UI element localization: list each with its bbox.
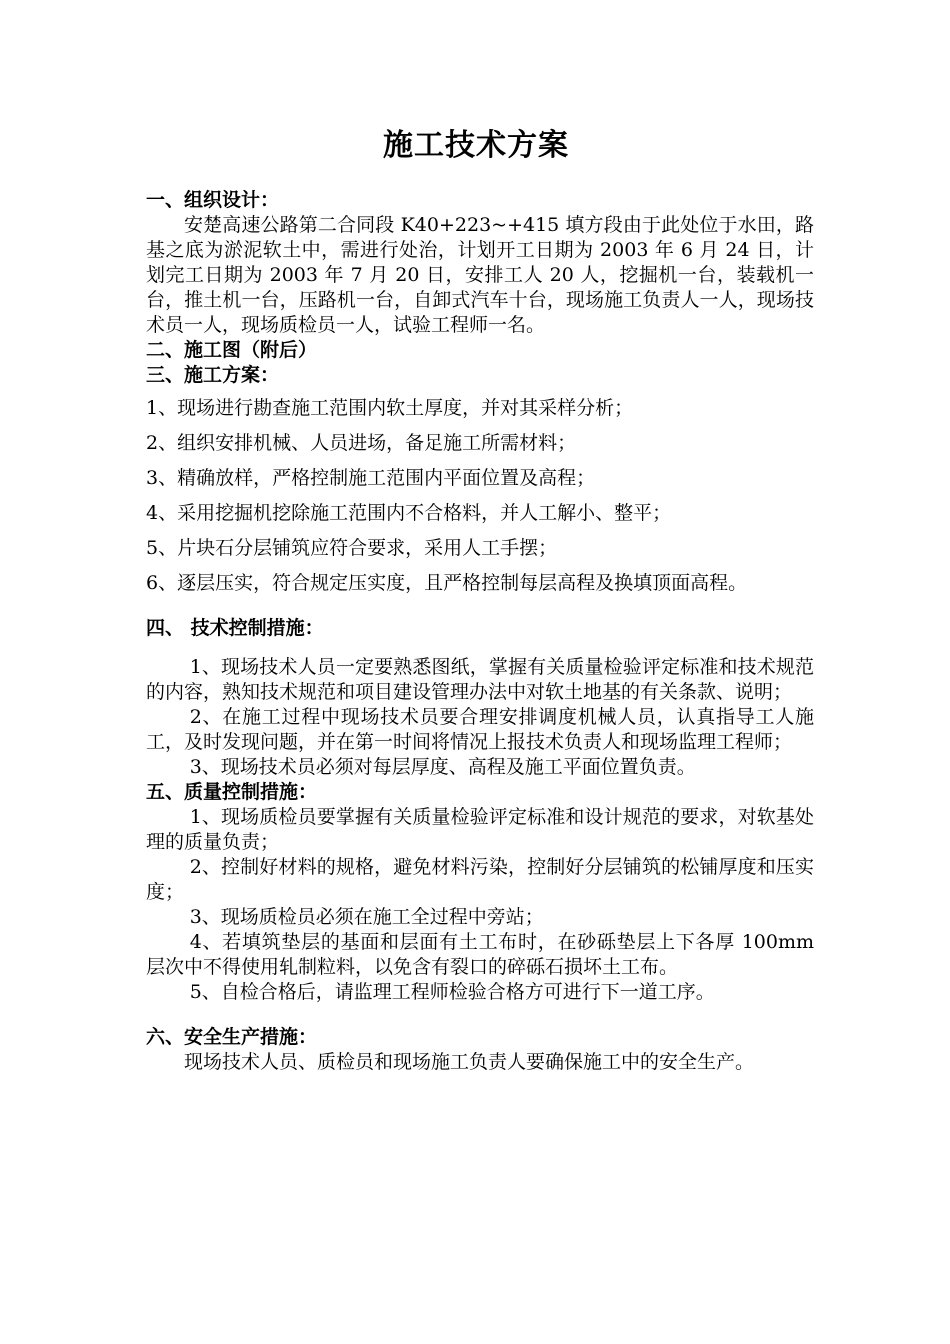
document-title: 施工技术方案 — [383, 128, 569, 163]
safety-paragraph: 现场技术人员、质检员和现场施工负责人要确保施工中的安全生产。 — [184, 1051, 755, 1073]
section-heading-quality: 五、质量控制措施： — [146, 781, 318, 803]
quality-item: 2、控制好材料的规格，避免材料污染，控制好分层铺筑的松铺厚度和压实度； — [146, 856, 814, 903]
plan-step: 6、逐层压实，符合规定压实度，且严格控制每层高程及换填顶面高程。 — [146, 572, 748, 594]
tech-item: 1、现场技术人员一定要熟悉图纸，掌握有关质量检验评定标准和技术规范的内容，熟知技术规范和项目建设管理办法中对软土地基的有关条款、说明； — [146, 656, 814, 703]
quality-item: 5、自检合格后，请监理工程师检验合格方可进行下一道工序。 — [189, 981, 715, 1003]
tech-item: 2、在施工过程中现场技术员要合理安排调度机械人员，认真指导工人施工，及时发现问题，并在第一时间将情况上报技术负责人和现场监理工程师； — [146, 706, 814, 753]
quality-item: 1、现场质检员要掌握有关质量检验评定标准和设计规范的要求，对软基处理的质量负责； — [146, 806, 814, 853]
quality-item: 4、若填筑垫层的基面和层面有土工布时，在砂砾垫层上下各厚 100mm 层次中不得使用轧制粒料，以免含有裂口的碎砾石损坏土工布。 — [146, 931, 814, 978]
section-heading-org: 一、组织设计： — [146, 189, 280, 211]
plan-step: 3、精确放样，严格控制施工范围内平面位置及高程； — [146, 467, 596, 489]
section-heading-drawing: 二、施工图（附后） — [146, 339, 318, 361]
section-heading-plan: 三、施工方案： — [146, 364, 280, 386]
plan-step: 4、采用挖掘机挖除施工范围内不合格料，并人工解小、整平； — [146, 502, 672, 524]
plan-step: 5、片块石分层铺筑应符合要求，采用人工手摆； — [146, 537, 558, 559]
section-heading-safety: 六、安全生产措施： — [146, 1026, 318, 1048]
tech-item: 3、现场技术员必须对每层厚度、高程及施工平面位置负责。 — [189, 756, 696, 778]
quality-item: 3、现场质检员必须在施工全过程中旁站； — [189, 906, 544, 928]
document-body — [146, 188, 814, 1075]
plan-step: 2、组织安排机械、人员进场，备足施工所需材料； — [146, 432, 577, 454]
org-paragraph: 安楚高速公路第二合同段 K40+223~+415 填方段由于此处位于水田，路基之底为淤泥软土中，需进行处治，计划开工日期为 2003 年 6 月 24 日，计划完工日期为 2003 年 7 月 20 日，安排工人 20 人，挖掘机一台，装载机一台，推土机一台，压路机一台，自卸式汽车十台，现场施工负责人一人，现场技术员一人，现场质检员一人，试验工程师一名。 — [146, 214, 814, 336]
plan-step: 1、现场进行勘查施工范围内软土厚度，并对其采样分析； — [146, 397, 634, 419]
section-heading-tech: 四、 技术控制措施： — [146, 617, 324, 639]
